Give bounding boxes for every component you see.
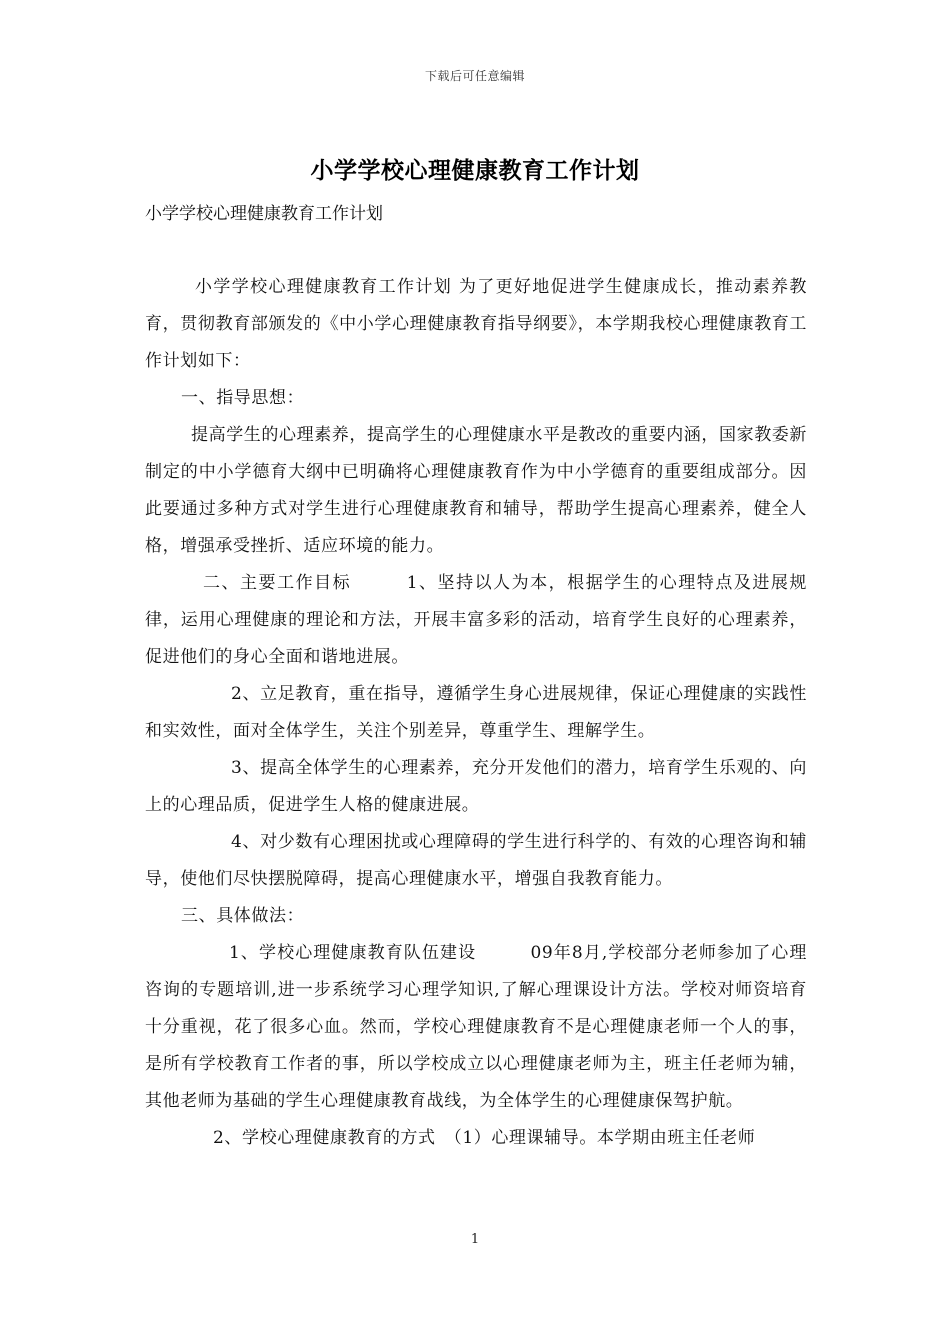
method-1-paragraph: 1、学校心理健康教育队伍建设 09年8月,学校部分老师参加了心理咨询的专题培训,进一步系统学习心理学知识,了解心理课设计方法。学校对师资培育十分重视，花了很多心血。然而，学校心理健康教育不是心理健康老师一个人的事，是所有学校教育工作者的事，所以学校成立以心理健康老师为主，班主任老师为辅，其他老师为基础的学生心理健康教育战线，为全体学生的心理健康保驾护航。: [145, 943, 807, 1111]
blank-line: [145, 233, 807, 269]
document-title: 小学学校心理健康教育工作计划: [310, 157, 640, 184]
section-heading-guiding-idea: 一、指导思想：: [181, 388, 305, 408]
page-number: 1: [470, 1232, 480, 1247]
document-body: [145, 196, 807, 1157]
document-subtitle: 小学学校心理健康教育工作计划: [145, 204, 383, 224]
guiding-idea-paragraph: 提高学生的心理素养，提高学生的心理健康水平是教改的重要内涵，国家教委新制定的中小学德育大纲中已明确将心理健康教育作为中小学德育的重要组成部分。因此要通过多种方式对学生进行心理健康教育和辅导，帮助学生提高心理素养，健全人格，增强承受挫折、适应环境的能力。: [145, 425, 807, 556]
goal-2-paragraph: 2、立足教育，重在指导，遵循学生身心进展规律，保证心理健康的实践性和实效性，面对全体学生，关注个别差异，尊重学生、理解学生。: [145, 684, 807, 741]
header-note: 下载后可任意编辑: [424, 69, 525, 83]
method-2-paragraph: 2、学校心理健康教育的方式 （1）心理课辅导。本学期由班主任老师: [213, 1128, 756, 1148]
goal-4-paragraph: 4、对少数有心理困扰或心理障碍的学生进行科学的、有效的心理咨询和辅导，使他们尽快摆脱障碍，提高心理健康水平，增强自我教育能力。: [145, 832, 807, 889]
goal-3-paragraph: 3、提高全体学生的心理素养，充分开发他们的潜力，培育学生乐观的、向上的心理品质，促进学生人格的健康进展。: [145, 758, 807, 815]
intro-paragraph: 小学学校心理健康教育工作计划 为了更好地促进学生健康成长，推动素养教育，贯彻教育部颁发的《中小学心理健康教育指导纲要》，本学期我校心理健康教育工作计划如下：: [145, 277, 807, 371]
section-heading-methods: 三、具体做法：: [181, 906, 305, 926]
main-goals-paragraph: 二、主要工作目标 1、坚持以人为本，根据学生的心理特点及进展规律，运用心理健康的理论和方法，开展丰富多彩的活动，培育学生良好的心理素养，促进他们的身心全面和谐地进展。: [145, 573, 807, 667]
